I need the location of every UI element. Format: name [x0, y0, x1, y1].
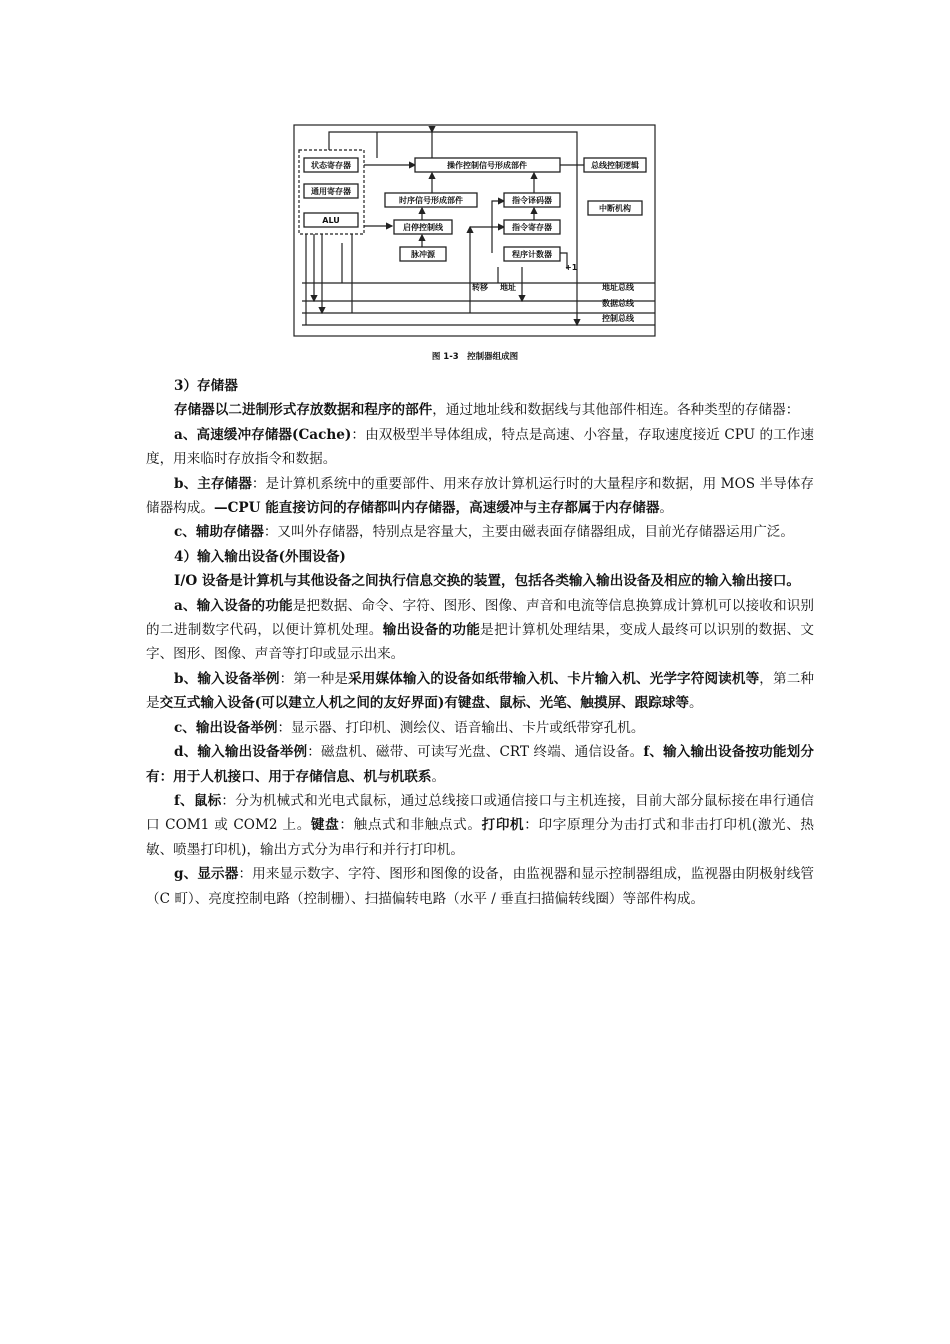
bus-control-box — [584, 158, 646, 172]
status-register-box — [304, 158, 358, 172]
plus-one-label: +1 — [565, 263, 578, 272]
section4-heading: 4）输入输出设备(外围设备) — [174, 548, 346, 565]
op-control-label: 操作控制信号形成部件 — [447, 161, 527, 170]
controller-diagram — [292, 123, 658, 339]
start-stop-box — [394, 220, 452, 234]
timing-label: 时序信号形成部件 — [399, 196, 463, 205]
diagram-frame — [294, 125, 655, 336]
interrupt-label: 中断机构 — [599, 204, 631, 213]
pc-box — [504, 247, 560, 261]
general-register-box — [304, 184, 358, 198]
control-bus-label: 控制总线 — [602, 314, 634, 323]
figure-caption: 图 1-3 控制器组成图 — [431, 352, 519, 362]
data-bus-label: 数据总线 — [602, 299, 634, 308]
instr-decoder-box — [504, 193, 560, 207]
pc-label: 程序计数器 — [512, 250, 552, 259]
aux-memory-paragraph: c、辅助存储器：又叫外存储器，特别点是容量大，主要由磁表面存储器组成，目前光存储器运用广泛。 — [174, 524, 794, 541]
bus-control-label: 总线控制逻辑 — [591, 161, 639, 170]
section4-intro: I/O 设备是计算机与其他设备之间执行信息交换的装置，包括各类输入输出设备及相应的输入输出接口。 — [174, 573, 801, 590]
address-bus-label: 地址总线 — [602, 283, 634, 292]
timing-box — [385, 193, 477, 207]
pulse-box — [400, 247, 446, 261]
input-examples-paragraph: b、输入设备举例：第一种是采用媒体输入的设备如纸带输入机、卡片输入机、光学字符阅读机等，第二种是交互式输入设备(可以建立人机之间的友好界面)有键盘、鼠标、光笔、触摸屏、跟踪球等。 — [146, 670, 814, 712]
main-memory-paragraph: b、主存储器：是计算机系统中的重要部件、用来存放计算机运行时的大量程序和数据，用 MOS 半导体存储器构成。—CPU 能直接访问的存储都叫内存储器，高速缓冲与主存都属于内存储器。 — [146, 475, 814, 517]
instr-decoder-label: 指令译码器 — [512, 196, 552, 205]
section3-heading: 3）存储器 — [174, 378, 238, 394]
status-register-label: 状态寄存器 — [311, 161, 351, 170]
interrupt-box — [588, 201, 642, 215]
general-register-label: 通用寄存器 — [311, 187, 351, 196]
alu-box — [304, 213, 358, 227]
instr-register-label: 指令寄存器 — [512, 223, 552, 232]
alu-label: ALU — [322, 216, 340, 225]
display-paragraph: g、显示器：用来显示数字、字符、图形和图像的设备，由监视器和显示控制器组成，监视器由阴极射线管（C 町）、亮度控制电路（控制栅）、扫描偏转电路（水平 / 垂直扫描偏转线圈）等部件构成。 — [146, 866, 814, 907]
section3-intro: 存储器以二进制形式存放数据和程序的部件，通过地址线和数据线与其他部件相连。各种类型的存储器： — [174, 402, 800, 419]
instr-register-box — [504, 220, 560, 234]
output-examples-paragraph: c、输出设备举例：显示器、打印机、测绘仪、语音输出、卡片或纸带穿孔机。 — [174, 719, 645, 736]
io-examples-paragraph: d、输入输出设备举例：磁盘机、磁带、可读写光盘、CRT 终端、通信设备。f、输入输出设备按功能划分有：用于人机接口、用于存储信息、机与机联系。 — [146, 744, 814, 785]
io-function-paragraph: a、输入设备的功能是把数据、命令、字符、图形、图像、声音和电流等信息换算成计算机可以接收和识别的二进制数字代码，以便计算机处理。输出设备的功能是把计算机处理结果，变成人最终可以识别的数据、文字、图形、图像、声音等打印或显示出来。 — [146, 597, 815, 663]
start-stop-label: 启停控制线 — [403, 223, 443, 232]
pulse-label: 脉冲源 — [411, 250, 435, 259]
mouse-paragraph: f、鼠标：分为机械式和光电式鼠标，通过总线接口或通信接口与主机连接，目前大部分鼠标接在串行通信口 COM1 或 COM2 上。键盘：触点式和非触点式。打印机：印字原理分为击打式和非击打印机(激光、热敏、喷墨打印机)，输出方式分为串行和并行打印机。 — [146, 792, 815, 858]
document-body — [146, 374, 814, 911]
cache-paragraph: a、高速缓冲存储器(Cache)：由双极型半导体组成，特点是高速、小容量，存取速度接近 CPU 的工作速度，用来临时存放指令和数据。 — [146, 426, 814, 468]
address-label: 地址 — [500, 283, 516, 292]
transfer-label: 转移 — [472, 283, 488, 292]
op-control-box — [415, 158, 560, 172]
